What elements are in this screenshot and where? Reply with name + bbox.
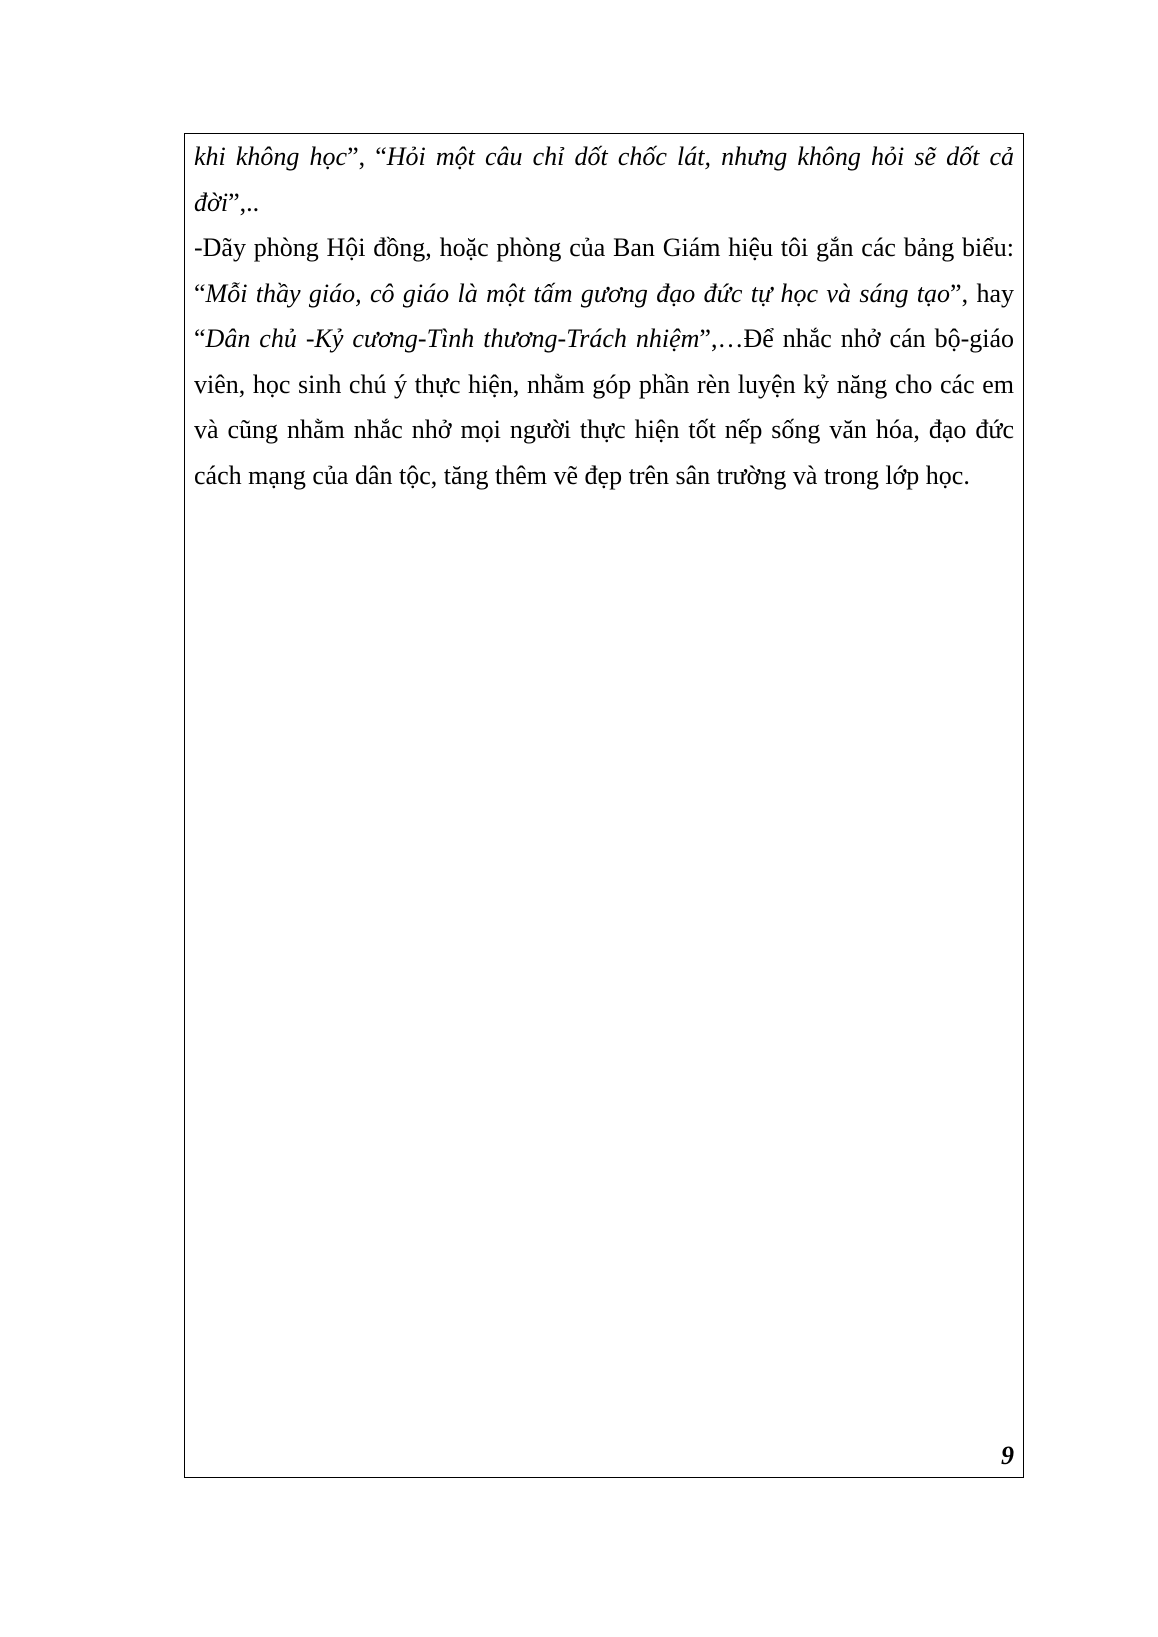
page-number: 9 [1001,1441,1014,1470]
quote-text: Dân chủ -Kỷ cương-Tình thương-Trách nhiệm [205,324,700,353]
document-body [194,134,1014,498]
paragraph-quotes-continued [194,134,1014,225]
punctuation: ”, “ [347,142,387,171]
punctuation: ”,.. [228,187,260,217]
punctuation: ”, hay “ [194,278,1014,353]
body-text: ”,…Để nhắc nhở cán bộ-giáo viên, học sinh chú ý thực hiện, nhằm góp phần rèn luyện kỷ năng cho các em và cũng nhằm nhắc nhở mọi người thực hiện tốt nếp sống văn hóa, đạo đức cách mạng của dân tộc, tăng thêm vẽ đẹp trên sân trường và trong lớp học. [194,324,1015,490]
quote-text: Hỏi một câu chỉ dốt chốc lát, nhưng không hỏi sẽ dốt cả đời [194,142,1014,217]
quote-text: khi không học [194,142,348,171]
quote-text: Mỗi thầy giáo, cô giáo là một tấm gương đạo đức tự học và sáng tạo [205,278,951,308]
paragraph-signboards [194,225,1014,498]
body-text: -Dãy phòng Hội đồng, hoặc phòng của Ban Giám hiệu tôi gắn các bảng biểu: “ [194,233,1014,308]
page-frame [184,133,1024,1478]
